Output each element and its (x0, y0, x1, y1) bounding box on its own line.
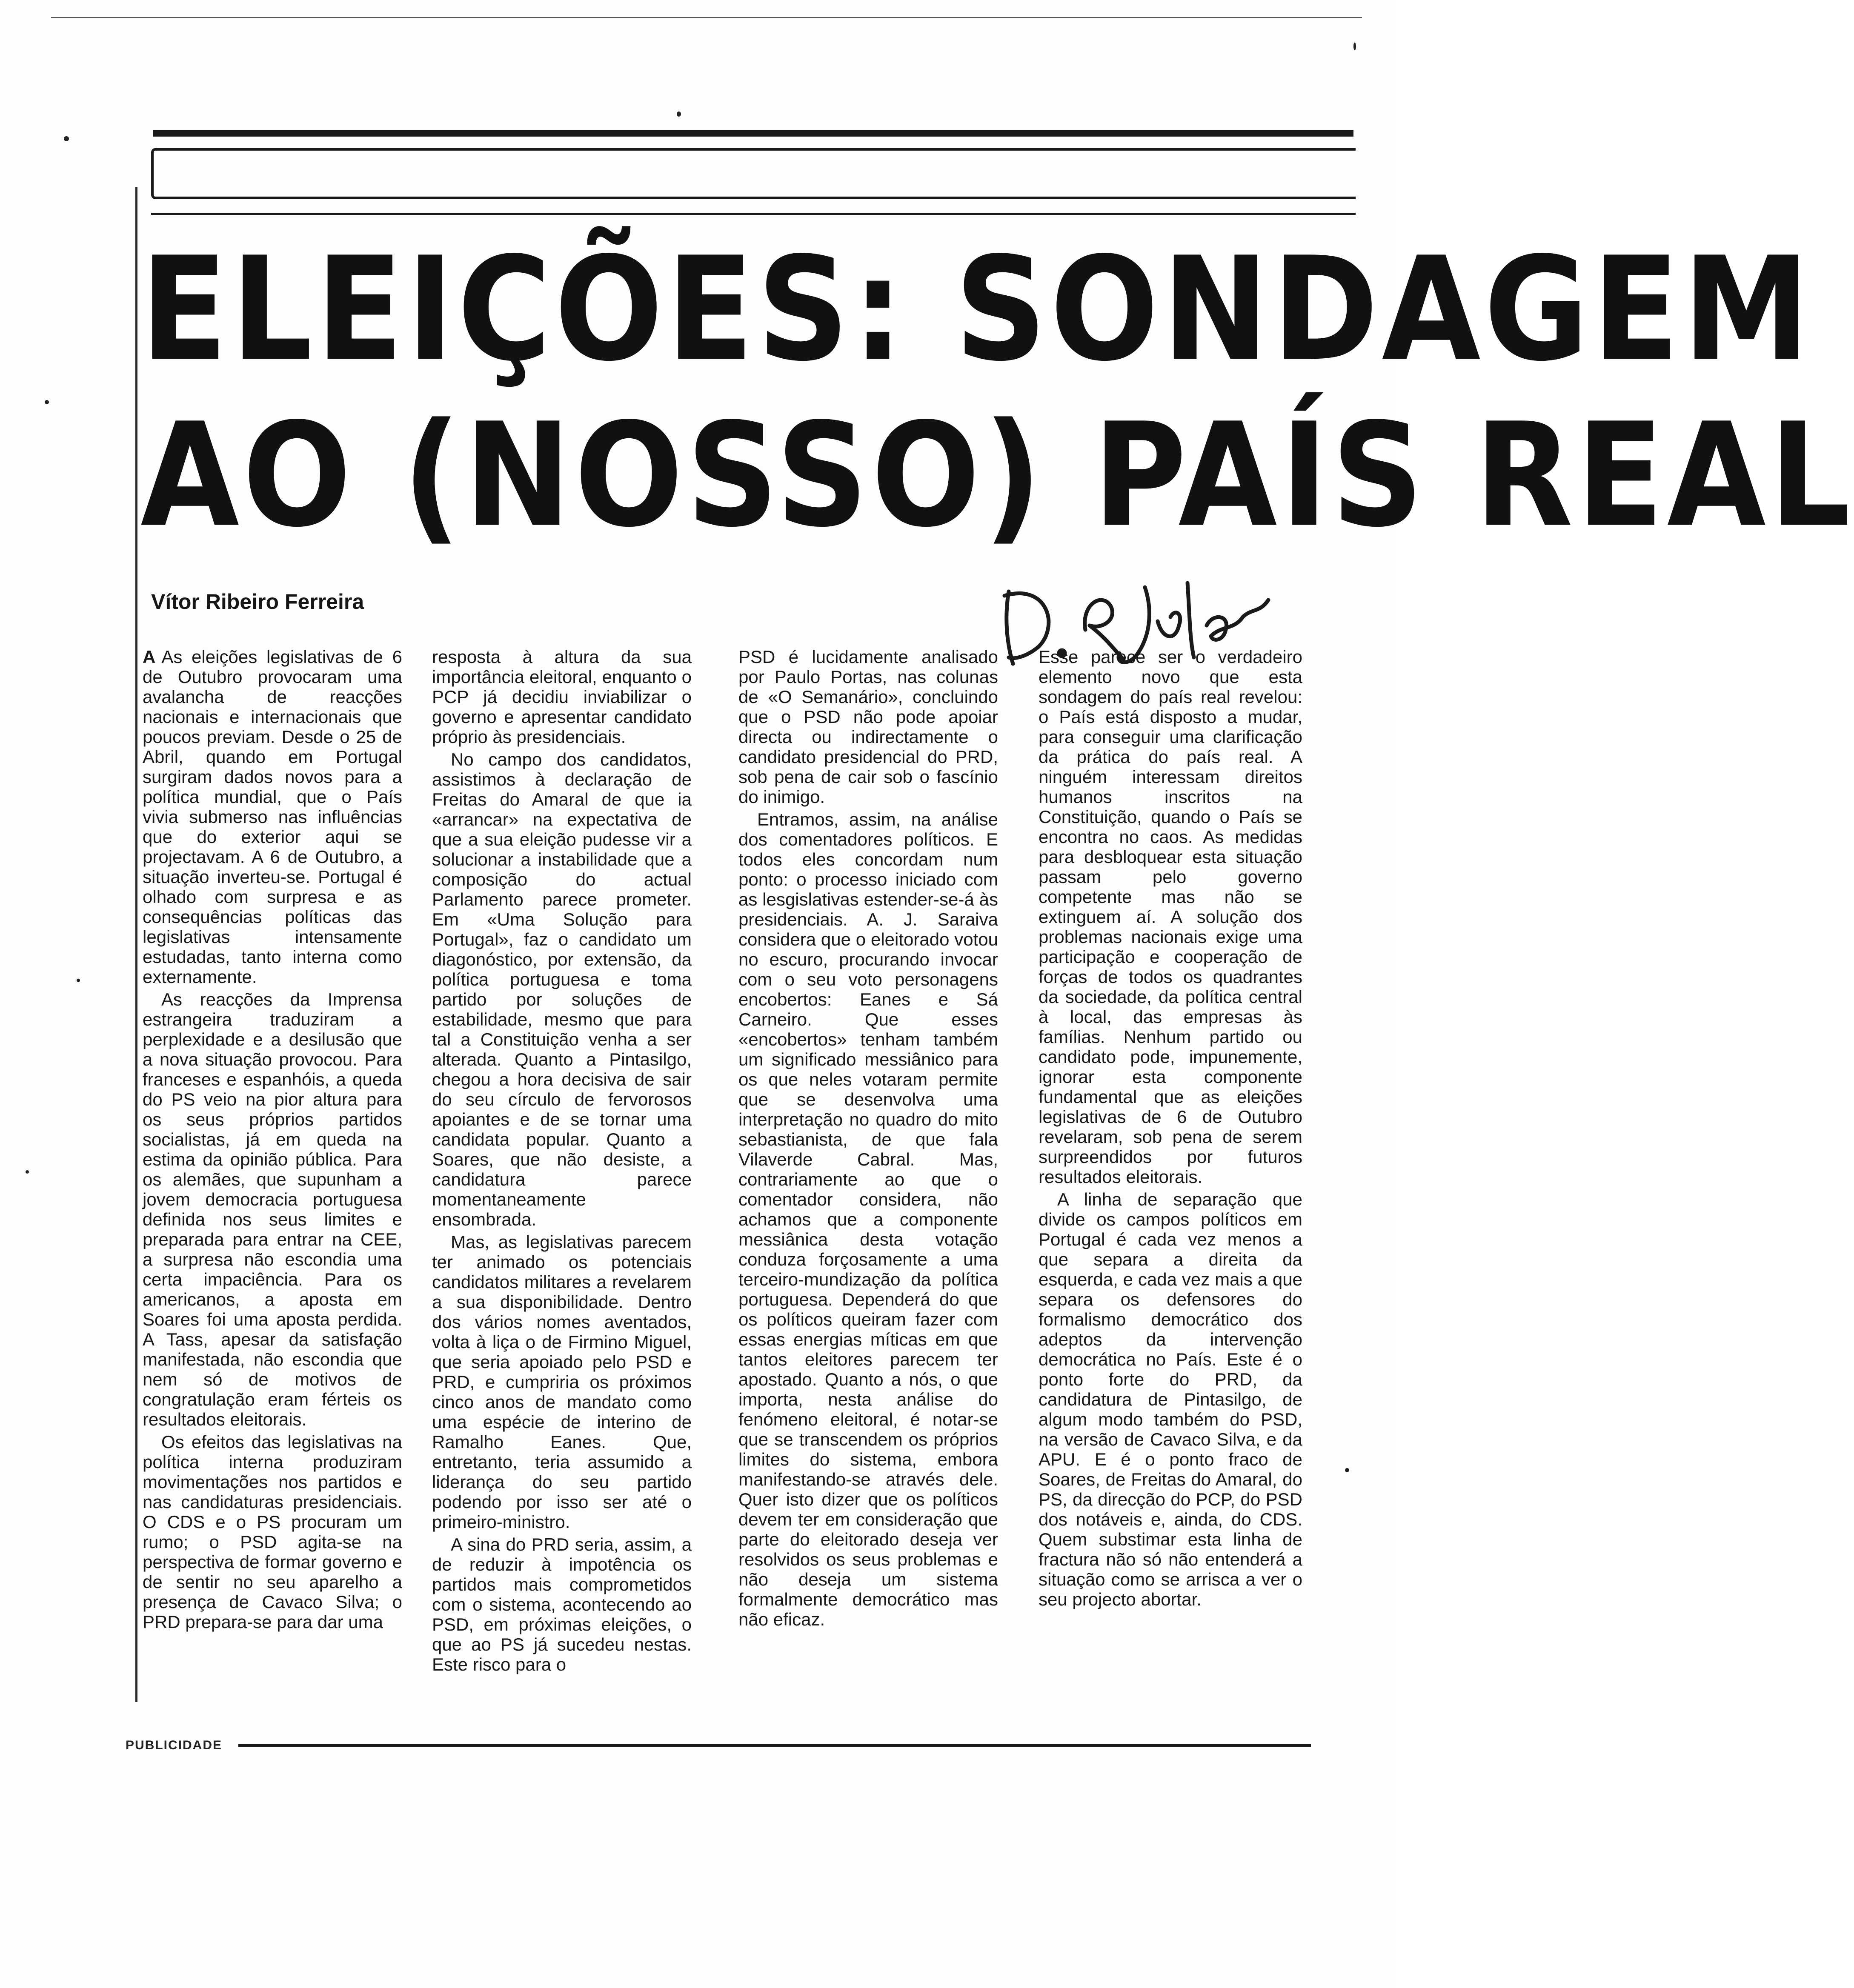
column-4-paragraph-2: A linha de separação que divide os campos políticos em Portugal é cada vez menos a que separa a direita da esquerda, e cada vez mais a que separa os defensores do formalismo democrático dos adeptos da intervenção democrática no País. Este é o ponto forte do PRD, da candidatura de Pintasilgo, de algum modo também do PSD, na versão de Cavaco Silva, e da APU. E é o ponto fraco de Soares, de Freitas do Amaral, do PS, da direcção do PCP, do PSD dos notáveis e, ainda, do CDS. Quem substimar esta linha de fractura não só não entenderá a situação como se arrisca a ver o seu projecto abortar. (1039, 1189, 1302, 1609)
column-1-paragraph-3: Os efeitos das legislativas na política interna produziram movimentações nos partidos e nas candidaturas presidenciais. O CDS e o PS procuram um rumo; o PSD agita-se na perspectiva de formar governo e de sentir no seu aparelho a presença de Cavaco Silva; o PRD prepara-se para dar uma (143, 1432, 402, 1632)
column-1-paragraph-2: As reacções da Imprensa estrangeira traduziram a perplexidade e a desilusão que a nova situação provocou. Para franceses e espanhóis, a queda do PS veio na pior altura para os seus próprios partidos socialistas, já em queda na estima da opinião pública. Para os alemães, que supunham a jovem democracia portuguesa definida nos seus limites e preparada para entrar na CEE, a surpresa não escondia uma certa impaciência. Para os americanos, a aposta em Soares foi uma aposta perdida. A Tass, apesar da satisfação manifestada, não escondia que nem só de motivos de congratulação eram férteis os resultados eleitorais. (143, 989, 402, 1429)
column-2-paragraph-3: Mas, as legislativas parecem ter animado os potenciais candidatos militares a revelarem a sua disponibilidade. Dentro dos vários nomes aventados, volta à liça o de Firmino Miguel, que seria apoiado pelo PSD e PRD, e cumpriria os próximos cinco anos de mandato como uma espécie de interino de Ramalho Eanes. Que, entretanto, teria assumido a liderança do seu partido podendo por isso ser até o primeiro-ministro. (432, 1232, 692, 1532)
scan-speck (64, 136, 69, 141)
column-3-paragraph-1: PSD é lucidamente analisado por Paulo Portas, nas colunas de «O Semanário», concluindo que o PSD não pode apoiar directa ou indirectamente o candidato presidencial do PRD, sob pena de cair sob o fascínio do inimigo. (738, 647, 998, 807)
article-column-4 (1039, 647, 1302, 1612)
scan-speck (26, 1170, 29, 1174)
left-margin-rule (135, 187, 137, 1702)
byline: Vítor Ribeiro Ferreira (151, 590, 364, 614)
header-thin-rule (151, 213, 1356, 215)
scan-speck (45, 400, 49, 404)
column-1-paragraph-1 (143, 647, 402, 987)
drop-cap: A (143, 647, 156, 667)
column-2-paragraph-4: A sina do PRD seria, assim, a de reduzir à impotência os partidos mais comprometidos com o sistema, acontecendo ao PSD, em próximas eleições, o que ao PS já sucedeu nestas. Este risco para o (432, 1534, 692, 1674)
column-2-paragraph-2: No campo dos candidatos, assistimos à declaração de Freitas do Amaral de que ia «arrancar» na expectativa de que a sua eleição pudesse vir a solucionar a instabilidade que a composição do actual Parlamento parece prometer. Em «Uma Solução para Portugal», faz o candidato um diagonóstico, por extensão, da política portuguesa e toma partido por soluções de estabilidade, mesmo que para tal a Constituição venha a ser alterada. Quanto a Pintasilgo, chegou a hora decisiva de sair do seu círculo de fervorosos apoiantes e de se tornar uma candidata popular. Quanto a Soares, que não desiste, a candidatura parece momentaneamente ensombrada. (432, 749, 692, 1229)
scan-speck (677, 111, 681, 117)
header-frame-box (151, 148, 1356, 199)
article-column-2 (432, 647, 692, 1677)
headline-line-1: ELEIÇÕES: SONDAGEM (140, 226, 1814, 393)
top-heavy-rule (153, 130, 1353, 137)
article-column-3 (738, 647, 998, 1632)
scan-speck (1345, 1468, 1349, 1472)
column-4-paragraph-1: Esse parece ser o verdadeiro elemento novo que esta sondagem do país real revelou: o País está disposto a mudar, para conseguir uma clarificação da prática do país real. A ninguém interessam direitos humanos inscritos na Constituição, quando o País se encontra no caos. As medidas para desbloquear esta situação passam pelo governo competente mas não se extinguem aí. A solução dos problemas nacionais exige uma participação e cooperação de forças de todos os quadrantes da sociedade, da política central à local, das empresas às famílias. Nenhum partido ou candidato pode, impunemente, ignorar esta componente fundamental que as eleições legislativas de 6 de Outubro revelaram, sob pena de serem surpreendidos por futuros resultados eleitorais. (1039, 647, 1302, 1187)
top-hairline (51, 17, 1362, 18)
footer-label: PUBLICIDADE (126, 1738, 223, 1752)
scan-speck (77, 979, 80, 982)
footer-rule (238, 1744, 1311, 1747)
headline-line-2: AO (NOSSO) PAÍS REAL (140, 392, 1854, 559)
column-2-paragraph-1: resposta à altura da sua importância eleitoral, enquanto o PCP já decidiu inviabilizar o governo e apresentar candidato próprio às presidenciais. (432, 647, 692, 747)
column-1-paragraph-1-text: As eleições legislativas de 6 de Outubro provocaram uma avalancha de reacções nacionais e internacionais que poucos previam. Desde o 25 de Abril, quando em Portugal surgiram dados novos para a política mundial, que o País vivia submerso nas influências que do exterior aqui se projectavam. A 6 de Outubro, a situação inverteu-se. Portugal é olhado com surpresa e as consequências políticas das legislativas intensamente estudadas, tanto interna como externamente. (143, 647, 402, 987)
article-column-1 (143, 647, 402, 1634)
scan-speck (1353, 43, 1356, 50)
column-3-paragraph-2: Entramos, assim, na análise dos comentadores políticos. E todos eles concordam num ponto: o processo iniciado com as lesgislativas estender-se-á às presidenciais. A. J. Saraiva considera que o eleitorado votou no escuro, procurando invocar com o seu voto personagens encobertos: Eanes e Sá Carneiro. Que esses «encobertos» tenham também um significado messiânico para os que neles votaram permite que se desenvolva uma interpretação no quadro do mito sebastianista, de que fala Vilaverde Cabral. Mas, contrariamente ao que o comentador considera, não achamos que a componente messiânica desta votação conduza forçosamente a uma terceiro-mundização da política portuguesa. Dependerá do que os políticos queiram fazer com essas energias míticas em que tantos eleitores parecem ter apostado. Quanto a nós, o que importa, nesta análise do fenómeno eleitoral, é notar-se que se transcendem os próprios limites do sistema, embora manifestando-se através dele. Quer isto dizer que os políticos devem ter em consideração que parte do eleitorado deseja ver resolvidos os seus problemas e não deseja um sistema formalmente democrático mas não eficaz. (738, 809, 998, 1629)
